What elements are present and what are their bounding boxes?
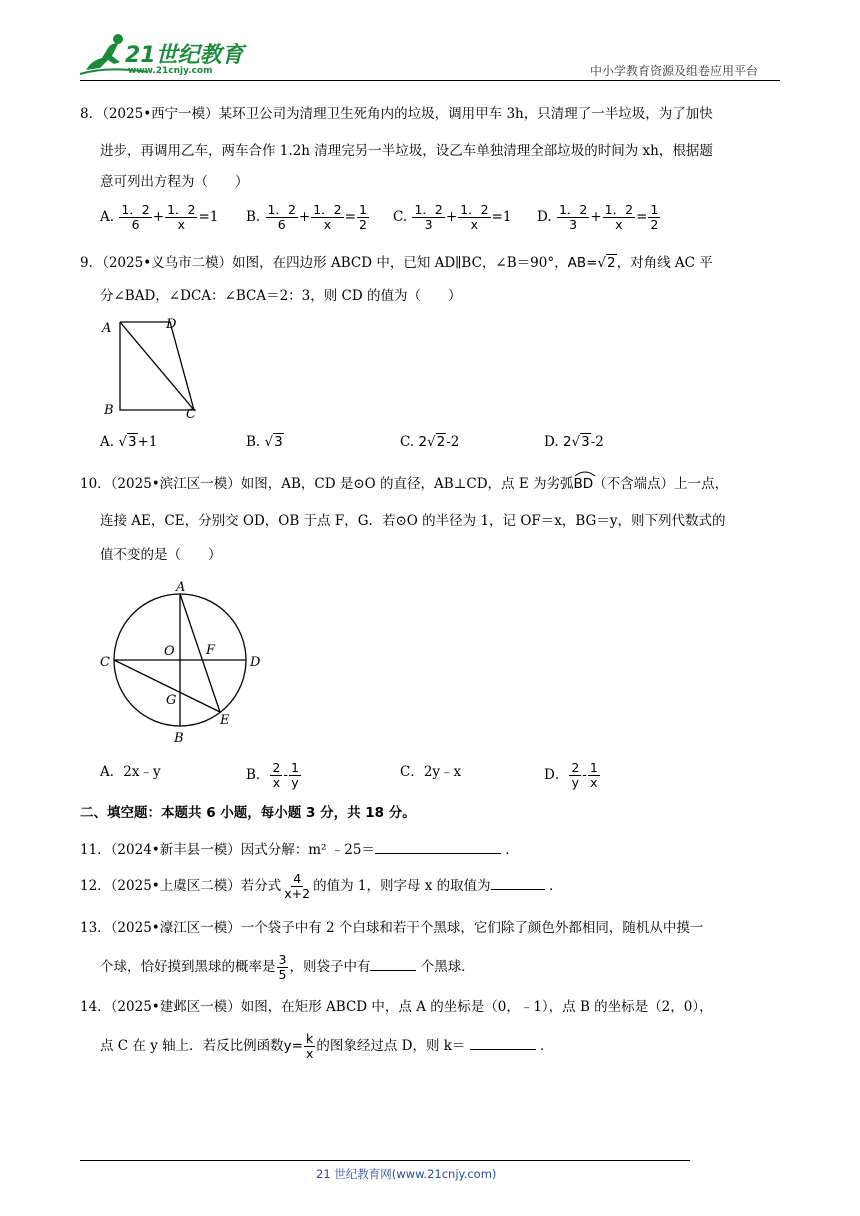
footer-rule xyxy=(80,1160,690,1161)
logo-sub-text: www.21cnjy.com xyxy=(128,66,213,76)
header-rule xyxy=(80,80,780,81)
footer-link[interactable]: 21 世纪教育网(www.21cnjy.com) xyxy=(316,1167,497,1181)
q12: 12．（2025•上虞区二模）若分式 $\frac{4}{x+2}$ 的值为 1，则字母 x 的取值为 ． xyxy=(80,871,563,901)
q8-line-1: 8．（2025•西宁一模）某环卫公司为清理卫生死角内的垃圾，调用甲车 3h，只清理了一半垃圾，为了加快 xyxy=(80,106,713,122)
arc-bd: BD xyxy=(574,474,594,494)
q9-option-d[interactable]: D. 2√3-2 xyxy=(544,434,604,450)
q8-option-a[interactable]: A. $\frac{1.2}{6}$ + $\frac{1.2}{x}$ =1 xyxy=(100,202,219,232)
q9-quadrilateral-figure xyxy=(98,314,208,424)
label-a: A xyxy=(102,321,112,336)
label-g: G xyxy=(166,693,177,708)
label-a: A xyxy=(176,580,186,595)
q10-line-1: 10．（2025•滨江区一模）如图，AB，CD 是⊙O 的直径，AB⊥CD，点 E 为劣弧 BD（不含端点）上一点， xyxy=(80,474,728,494)
q9-option-c[interactable]: C. 2√2-2 xyxy=(400,434,460,450)
label-e: E xyxy=(220,713,230,728)
platform-title: 中小学教育资源及组卷应用平台 xyxy=(590,64,759,78)
q9-line-2: 分∠BAD，∠DCA：∠BCA＝2：3，则 CD 的值为（ ） xyxy=(100,288,462,304)
q14-line-2: 点 C 在 y 轴上．若反比例函数y= $\frac{k}{x}$ 的图象经过点 D，则 k＝ ． xyxy=(100,1031,554,1061)
label-d: D xyxy=(250,655,261,670)
q10-option-c[interactable]: C．2y﹣x xyxy=(400,764,462,780)
q8-line-2: 进步，再调用乙车，两车合作 1.2h 清理完另一半垃圾，设乙车单独清理全部垃圾的时间为 xh，根据题 xyxy=(100,143,713,159)
q8-option-c[interactable]: C. $\frac{1.2}{3}$ + $\frac{1.2}{x}$ =1 xyxy=(393,202,512,232)
q11-answer-blank[interactable] xyxy=(375,839,501,854)
q13-line-2: 个球，恰好摸到黑球的概率是 $\frac{3}{5}$ ，则袋子中有 个黑球． xyxy=(100,952,475,982)
sqrt-2: AB=√2 xyxy=(567,255,616,271)
q13-line-1: 13．（2025•濠江区一模）一个袋子中有 2 个白球和若干个黑球，它们除了颜色外都相同，随机从中摸一 xyxy=(80,920,704,936)
q10-line-3: 值不变的是（ ） xyxy=(100,547,222,563)
q10-option-d[interactable]: D． $\frac{2}{y}$ - $\frac{1}{x}$ xyxy=(544,760,598,790)
label-b: B xyxy=(174,731,184,746)
section-2-heading: 二、填空题：本题共 6 小题，每小题 3 分，共 18 分。 xyxy=(80,805,416,821)
q10-circle-figure xyxy=(96,578,266,748)
q14-line-1: 14．（2025•建邺区一模）如图，在矩形 ABCD 中，点 A 的坐标是（0，﹣1），点 B 的坐标是（2，0）， xyxy=(80,999,713,1015)
q12-answer-blank[interactable] xyxy=(491,875,545,890)
q9-option-b[interactable]: B. √3 xyxy=(246,434,283,450)
q9-option-a[interactable]: A. √3+1 xyxy=(100,434,158,450)
q8-option-b[interactable]: B. $\frac{1.2}{6}$ + $\frac{1.2}{x}$ = $\frac{1}{2}$ xyxy=(246,202,367,232)
label-b: B xyxy=(104,403,114,418)
label-c: C xyxy=(100,655,110,670)
q13-answer-blank[interactable] xyxy=(370,956,416,971)
logo-main-text: 21世纪教育 xyxy=(125,43,244,68)
label-f: F xyxy=(206,643,216,658)
label-o: O xyxy=(164,644,175,659)
q14-answer-blank[interactable] xyxy=(470,1035,536,1050)
q9-line-1: 9．（2025•义乌市二模）如图，在四边形 ABCD 中，已知 AD∥BC，∠B＝90°，AB=√2，对角线 AC 平 xyxy=(80,255,713,271)
q10-option-b[interactable]: B． $\frac{2}{x}$ - $\frac{1}{y}$ xyxy=(246,760,299,790)
q11: 11．（2024•新丰县一模）因式分解：m² ﹣25＝ ． xyxy=(80,839,519,860)
q8-line-3: 意可列出方程为（ ） xyxy=(100,174,249,190)
q10-line-2: 连接 AE，CE，分别交 OD，OB 于点 F，G．若⊙O 的半径为 1，记 OF＝x，BG＝y，则下列代数式的 xyxy=(100,513,726,529)
label-d: D xyxy=(166,317,177,332)
q8-option-d[interactable]: D. $\frac{1.2}{3}$ + $\frac{1.2}{x}$ = $\frac{1}{2}$ xyxy=(537,202,659,232)
q10-option-a[interactable]: A．2x﹣y xyxy=(100,764,161,780)
label-c: C xyxy=(186,407,196,422)
